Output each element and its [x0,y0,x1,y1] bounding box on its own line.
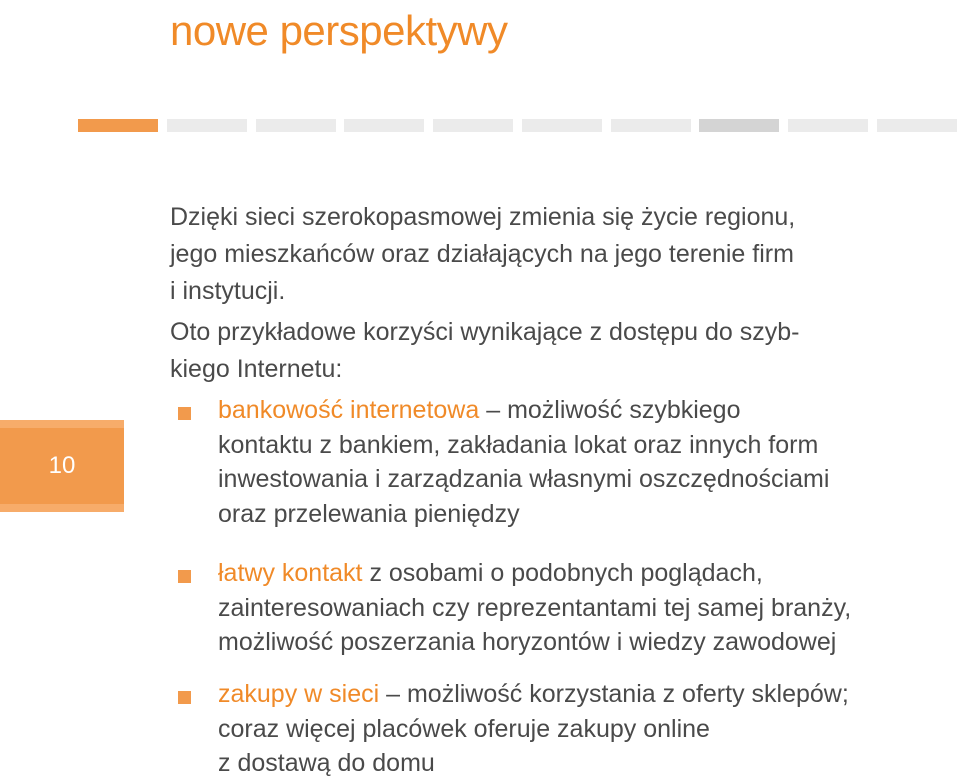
benefit-text [218,556,930,660]
progress-segment-5 [433,119,513,132]
progress-segment-1 [78,119,158,132]
benefit-line: inwestowania i zarządzania własnymi oszczędnościami [218,465,830,493]
benefit-line: zainteresowaniach czy reprezentantami tej samej branży, [218,593,852,622]
progress-segment-10 [877,119,957,132]
benefit-line: oraz przelewania pieniędzy [218,499,520,528]
progress-segment-3 [256,119,336,132]
progress-segment-4 [344,119,424,132]
page-title: nowe perspektywy [170,7,508,54]
page-number: 10 [48,452,76,479]
intro-line-1: Dzięki sieci szerokopasmowej zmienia się życie regionu, [170,203,796,231]
intro-paragraph [170,199,910,310]
benefit-line: kontaktu z bankiem, zakładania lokat oraz innych form [218,430,819,459]
benefit-text [218,677,930,781]
progress-segment-9 [788,119,868,132]
section-progress-bar [78,119,959,132]
progress-segment-2 [167,119,247,132]
progress-segment-6 [522,119,602,132]
progress-segment-7 [611,119,691,132]
bullet-square-icon [178,407,191,420]
bullet-square-icon [178,691,191,704]
benefit-line: możliwość poszerzania horyzontów i wiedzy zawodowej [218,628,837,656]
benefit-line: z dostawą do domu [218,749,435,777]
page-number-tab [0,420,124,512]
benefit-first-line: – możliwość szybkiego [479,396,741,424]
intro-line-3: i instytucji. [170,277,286,305]
benefits-intro-paragraph [170,314,910,388]
benefit-first-line: – możliwość korzystania z oferty sklepów; [379,680,849,708]
benefit-text [218,393,930,531]
benefit-highlight: bankowość internetowa [218,396,480,424]
bullet-square-icon [178,570,191,583]
benefits-intro-line-1: Oto przykładowe korzyści wynikające z dostępu do szyb- [170,318,800,346]
benefit-first-line: z osobami o podobnych poglądach, [362,559,763,587]
benefit-highlight: łatwy kontakt [218,559,363,587]
intro-line-2: jego mieszkańców oraz działających na jego terenie firm [170,240,794,268]
benefit-highlight: zakupy w sieci [218,680,380,708]
benefit-line: coraz więcej placówek oferuje zakupy online [218,714,710,743]
progress-segment-8 [699,119,779,132]
benefits-intro-line-2: kiego Internetu: [170,355,343,383]
